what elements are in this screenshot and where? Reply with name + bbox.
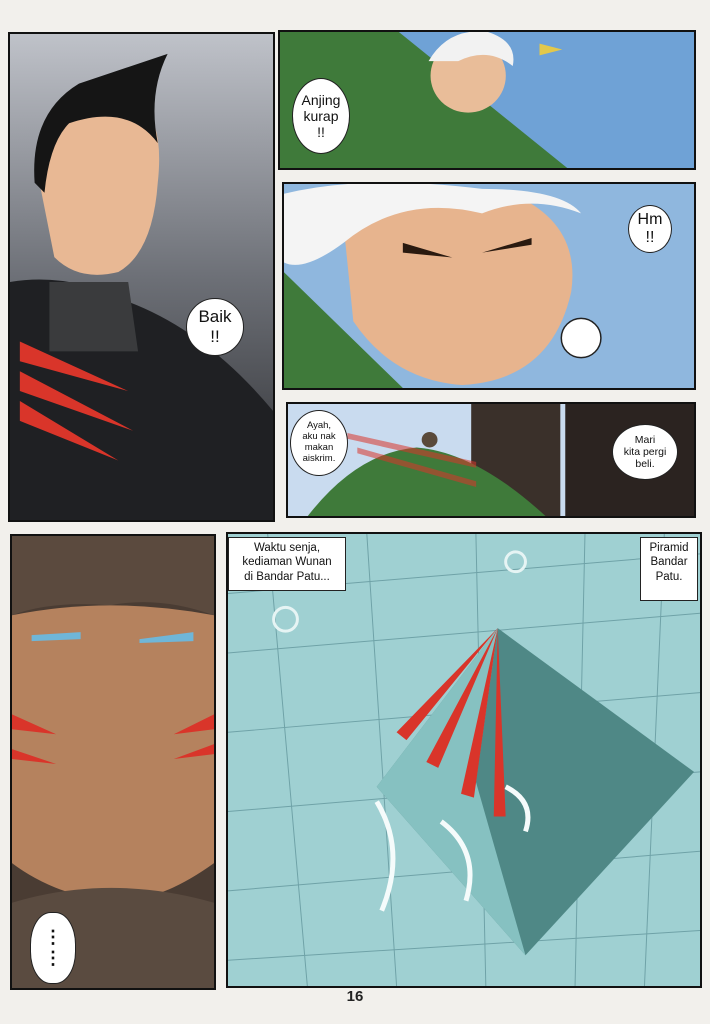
speech-bubble-anjing-kurap: Anjing kurap !!: [292, 78, 350, 154]
speech-bubble-mari-kita: Mari kita pergi beli.: [612, 424, 678, 480]
panel-6-art: [228, 534, 700, 986]
caption-waktu-senja: Waktu senja, kediaman Wunan di Bandar Patu...: [228, 537, 346, 591]
caption-piramid: Piramid Bandar Patu.: [640, 537, 698, 601]
panel-6: [226, 532, 702, 988]
panel-1-art: [10, 34, 273, 520]
panel-1: [8, 32, 275, 522]
speech-bubble-hm: Hm !!: [628, 205, 672, 253]
page-number: 16: [346, 988, 364, 1005]
speech-bubble-ellipsis: ⋮ ⋮: [30, 912, 76, 984]
speech-bubble-baik: Baik !!: [186, 298, 244, 356]
speech-bubble-aiskrim: Ayah, aku nak makan aiskrim.: [290, 410, 348, 476]
